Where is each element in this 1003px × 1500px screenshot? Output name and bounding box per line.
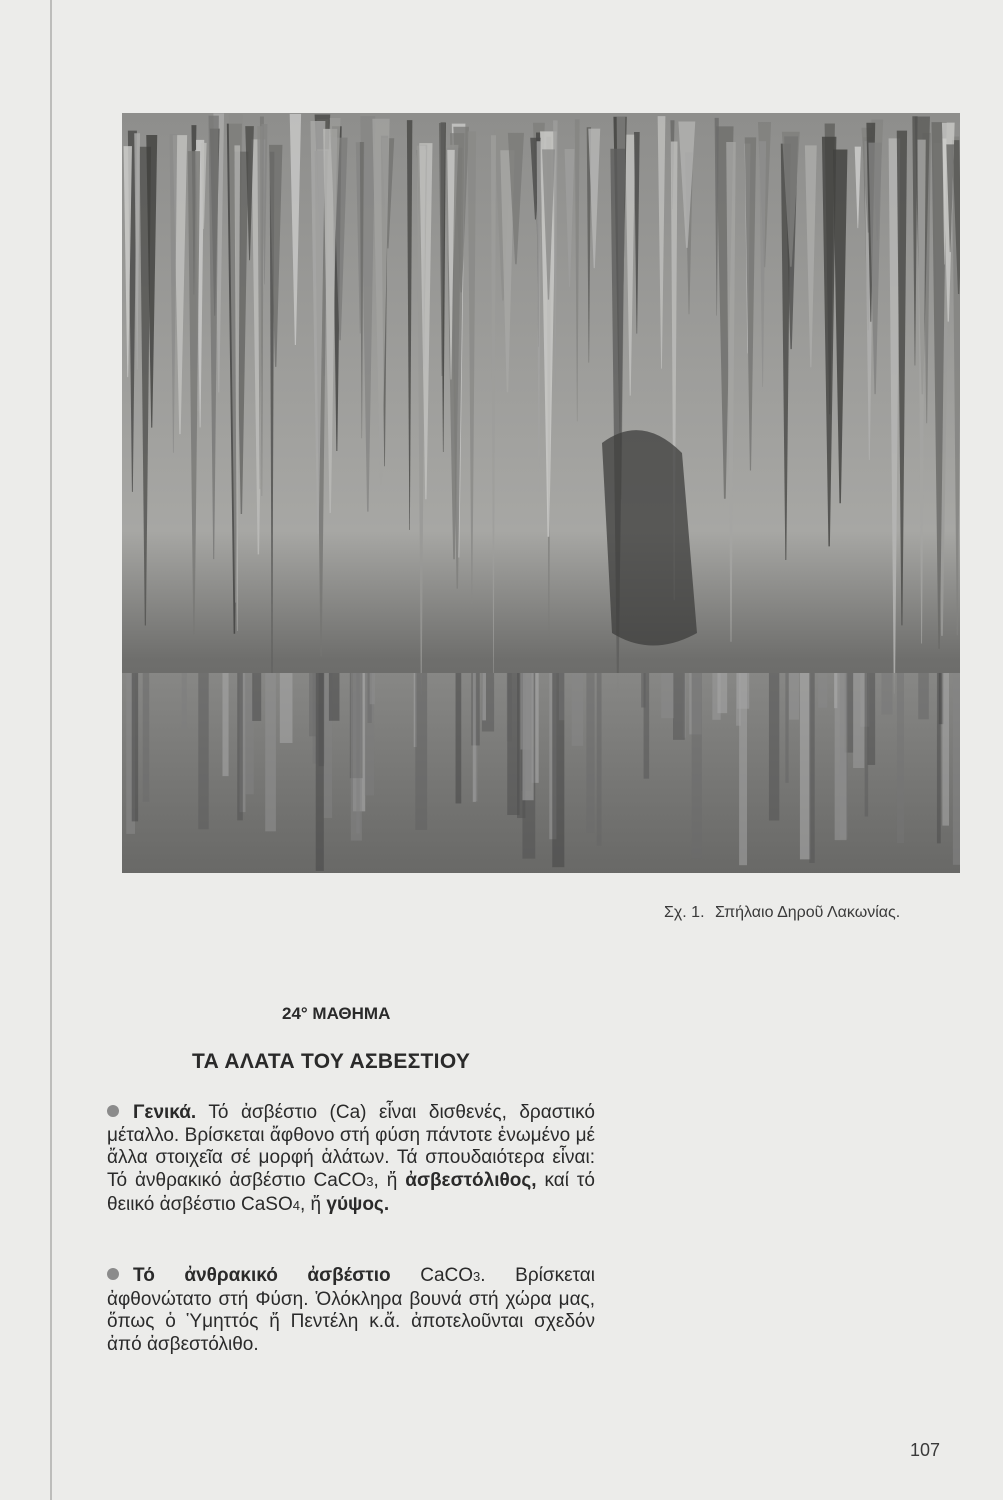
figure-caption-text: Σπήλαιο Δηροῦ Λακωνίας.: [714, 904, 901, 921]
figure-caption: [664, 904, 900, 922]
paragraph-calcium-carbonate-text: . Βρίσκεται ἀφθονώτατο στή Φύση. Ὁλόκληρα βουνά στή χώρα μας, ὅπως ὁ Ὑμηττός ἤ Πεντέλη κ.ἄ. ἀποτελοῦνται σχεδόν ἀπό ἀσβεστόλιθο.: [107, 1265, 595, 1356]
paragraph-general-text: , ἤ: [373, 1170, 406, 1192]
page-number: 107: [910, 1440, 941, 1460]
subscript: 3: [366, 1174, 374, 1190]
paragraph-general-heading: Γενικά.: [133, 1102, 197, 1123]
paragraph-calcium-carbonate-text: CaCO: [390, 1265, 474, 1286]
term-limestone: ἀσβεστόλιθος,: [405, 1170, 537, 1192]
figure-caption-label: Σχ. 1.: [664, 904, 705, 921]
cave-photograph: [122, 113, 960, 873]
bullet-icon: [107, 1268, 119, 1280]
bullet-icon: [107, 1105, 119, 1117]
term-gypsum: γύψος.: [326, 1193, 390, 1215]
subscript: 4: [292, 1197, 300, 1213]
page-binding-edge: [50, 0, 52, 1500]
lesson-number: 24° ΜΑΘΗΜΑ: [282, 1004, 391, 1023]
paragraph-general: [107, 1102, 595, 1218]
paragraph-calcium-carbonate: [107, 1265, 595, 1357]
cave-photo-graphic: [122, 113, 960, 873]
subscript: 3: [473, 1269, 481, 1284]
lesson-title: ΤΑ ΑΛΑΤΑ ΤΟΥ ΑΣΒΕΣΤΙΟΥ: [192, 1050, 471, 1073]
paragraph-general-text: καί τό θειικό ἀσβέστιο CaSO: [107, 1170, 596, 1215]
paragraph-general-text: Τό ἀσβέστιο (Ca) εἶναι δισθενές, δραστικό μέταλλο. Βρίσκεται ἄφθονο στή φύση πάντοτε ἑνωμένο μέ ἄλλα στοιχεῖα σέ μορφή ἁλάτων. Τά σπουδαιότερα εἶναι: Τό ἀνθρακικό ἀσβέστιο CaCO: [107, 1102, 595, 1192]
paragraph-calcium-carbonate-heading: Τό ἀνθρακικό ἀσβέστιο: [133, 1265, 391, 1286]
paragraph-general-text: , ἤ: [299, 1193, 327, 1215]
